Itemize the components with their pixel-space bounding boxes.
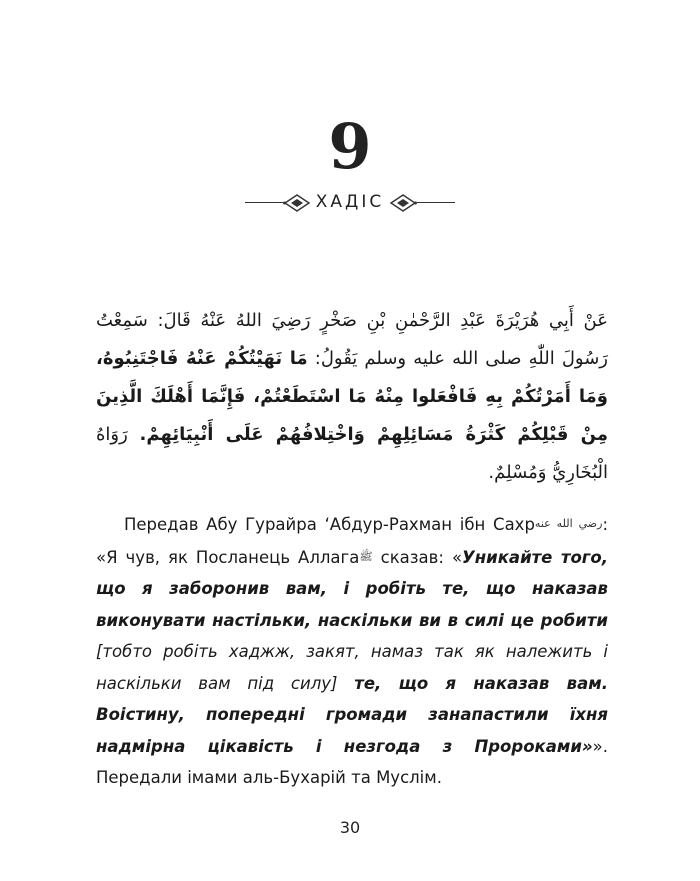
translation-hadith-part-2: те, що я наказав вам. Воістину, попередні громади занапастили їхня надмірна цікавість і незгода з Пророками» [96, 673, 608, 756]
companion-honorific-icon: رضي الله عنه [534, 517, 603, 530]
arabic-hadith-text [96, 302, 608, 492]
prophet-honorific-icon: ﷺ [359, 549, 373, 563]
heading-rule-left [245, 202, 283, 203]
translation-hadith-part-1: Уникайте того, що я заборонив вам, і робіть те, що наказав виконувати настільки, наскільки ви в силі це робити [96, 547, 609, 630]
chapter-heading [0, 190, 700, 216]
translation-note: [тобто робіть хаджж, закят, намаз так як належить і наскільки вам під силу] [96, 642, 608, 693]
chapter-number: 9 [328, 110, 372, 183]
arabic-source: رَوَاهُ الْبُخَارِيُّ وَمُسْلِمٌ. [96, 424, 608, 483]
heading-rule-right [417, 202, 455, 203]
translation-outro: ». Передали імами аль-Бухарій та Муслім. [96, 736, 608, 787]
ornament-left-icon [283, 192, 311, 214]
translation-intro-2: : «Я чув, як Посланець Аллага [96, 515, 608, 567]
translation-intro: Передав Абу Гурайра ‘Абдур-Рахман ібн Сахр [124, 515, 535, 534]
arabic-intro: عَنْ أَبِي هُرَيْرَةَ عَبْدِ الرَّحْمٰنِ بْنِ صَخْرٍ رَضِيَ اللهُ عَنْهُ قَالَ: سَمِعْتُ رَسُولَ اللّٰهِ صلى الله عليه وسلم يَقُولُ: [96, 310, 608, 369]
translation-intro-3: сказав: « [372, 547, 463, 567]
chapter-label: ХАДІС [315, 192, 385, 212]
ornament-right-icon [389, 192, 417, 214]
page-number: 30 [339, 818, 361, 837]
arabic-hadith-quote: مَا نَهَيْتُكُمْ عَنْهُ فَاجْتَنِبُوهُ، وَمَا أَمَرْتُكُمْ بِهِ فَافْعَلوا مِنْهُ مَا اسْتَطَعْتُمْ، فَإِنَّمَا أَهْلَكَ الَّذِينَ مِنْ قَبْلِكُمْ كَثْرَةُ مَسَائِلِهِمْ وَاخْتِلافُهُمْ عَلَى أَنْبِيَائِهِمْ. [96, 348, 608, 445]
ukrainian-translation [96, 508, 608, 794]
